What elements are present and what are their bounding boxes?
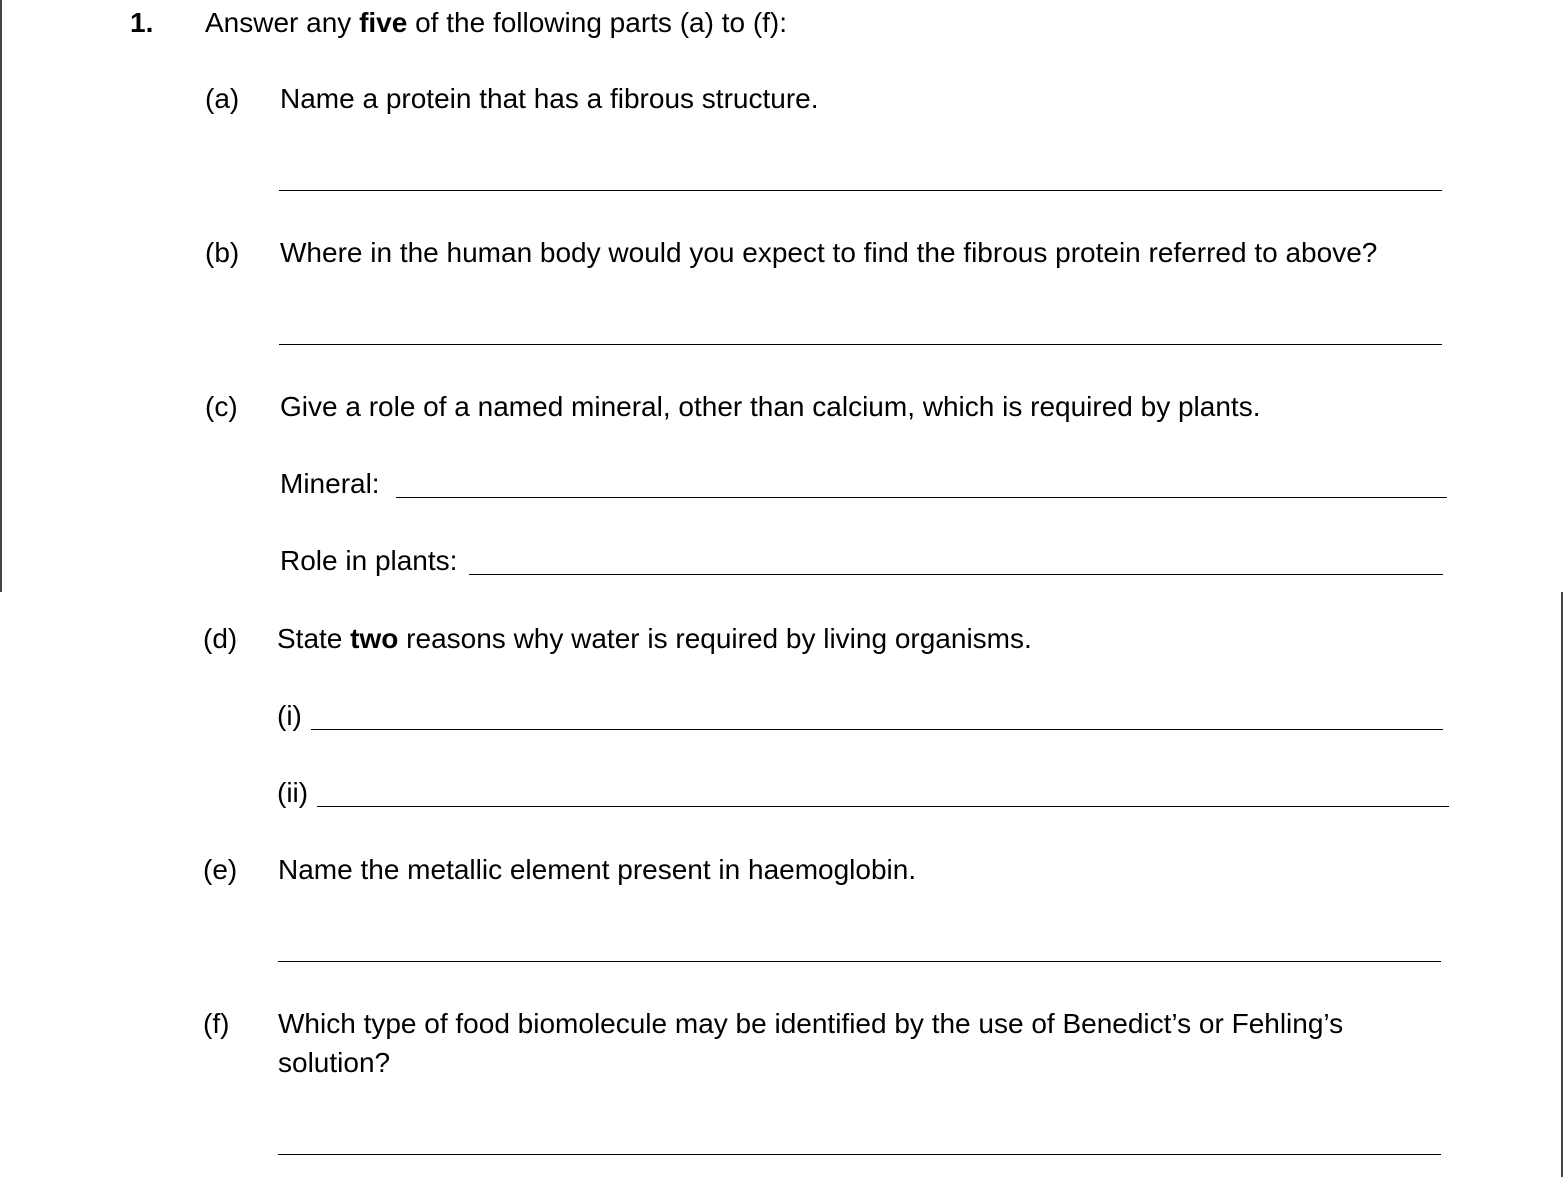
part-f-question-line1: Which type of food biomolecule may be identified by the use of Benedict’s or Fehling’s — [278, 1008, 1344, 1039]
right-page-edge — [1561, 592, 1563, 1177]
role-answer-line[interactable] — [469, 574, 1443, 575]
part-b-answer-line[interactable] — [279, 344, 1442, 345]
part-f-label: (f) — [203, 1008, 230, 1039]
part-e-question: Name the metallic element present in haemoglobin. — [278, 854, 917, 885]
mineral-label: Mineral: — [280, 468, 380, 499]
part-e-answer-line[interactable] — [278, 961, 1441, 962]
part-b-question: Where in the human body would you expect to find the fibrous protein referred to above? — [280, 237, 1378, 268]
part-c-question: Give a role of a named mineral, other than calcium, which is required by plants. — [280, 391, 1261, 422]
reason-ii-label: (ii) — [277, 777, 309, 808]
mineral-answer-line[interactable] — [396, 497, 1447, 498]
reason-i-label: (i) — [277, 700, 302, 731]
part-f-question-line2: solution? — [278, 1047, 391, 1078]
part-a-answer-line[interactable] — [279, 190, 1442, 191]
question-number: 1. — [130, 7, 154, 38]
reason-ii-answer-line[interactable] — [317, 806, 1449, 807]
part-e-label: (e) — [203, 854, 238, 885]
part-a-label: (a) — [205, 83, 240, 114]
question-instruction: Answer any five of the following parts (a) to (f): — [205, 7, 788, 38]
part-d-question: State two reasons why water is required by living organisms. — [277, 623, 1032, 654]
part-f-answer-line[interactable] — [278, 1154, 1441, 1155]
role-in-plants-label: Role in plants: — [280, 545, 458, 576]
part-a-question: Name a protein that has a fibrous structure. — [280, 83, 819, 114]
part-b-label: (b) — [205, 237, 240, 268]
part-d-label: (d) — [203, 623, 238, 654]
left-page-edge — [0, 0, 2, 592]
reason-i-answer-line[interactable] — [311, 729, 1443, 730]
part-c-label: (c) — [205, 391, 238, 422]
